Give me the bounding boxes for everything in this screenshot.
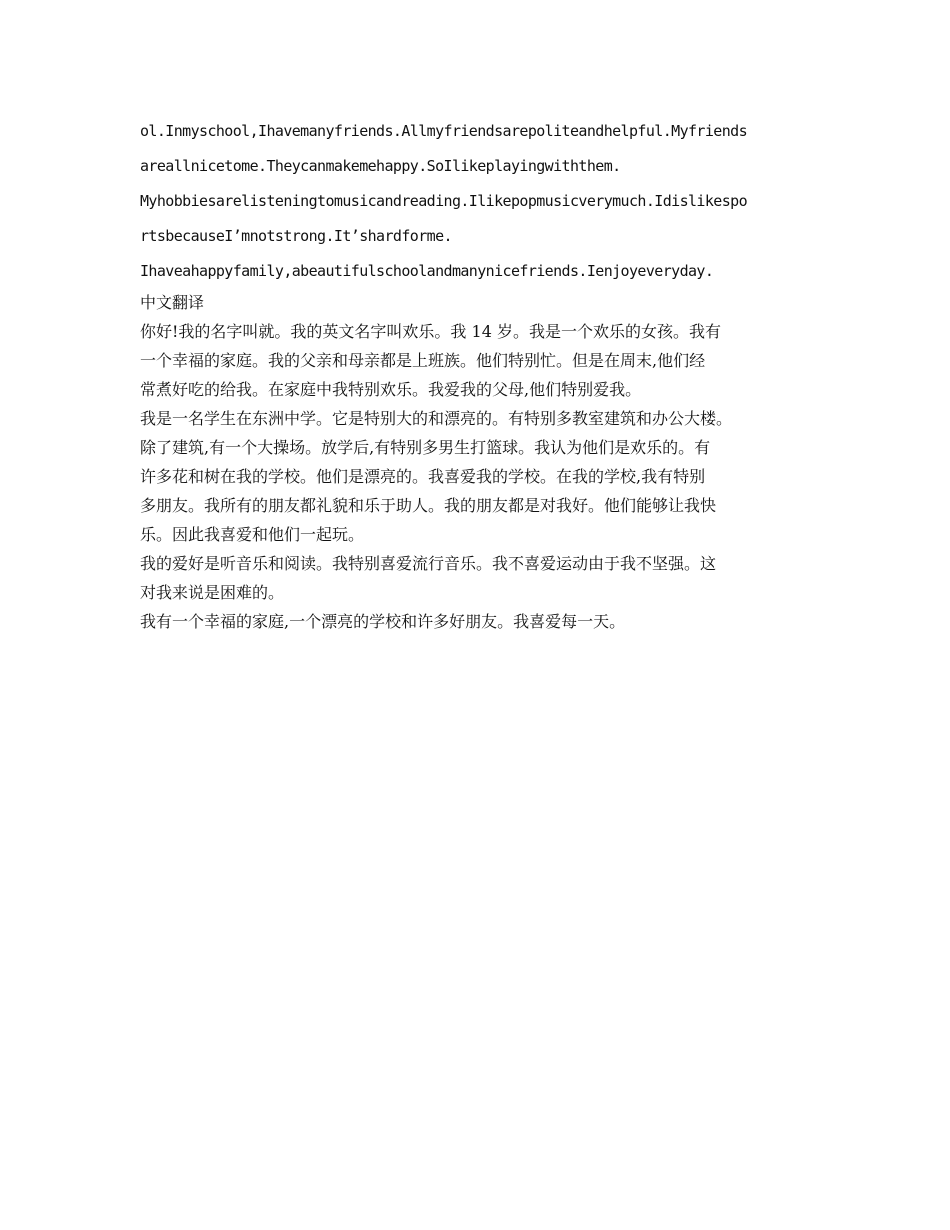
english-line: Myhobbiesarelisteningtomusicandreading.Ilikepopmusicverymuch.Idislikespo	[140, 192, 748, 210]
chinese-line: 许多花和树在我的学校。他们是漂亮的。我喜爱我的学校。在我的学校,我有特别	[140, 467, 706, 486]
english-line: ol.Inmyschool,Ihavemanyfriends.Allmyfriendsarepoliteandhelpful.Myfriends	[140, 122, 748, 140]
chinese-line: 一个幸福的家庭。我的父亲和母亲都是上班族。他们特别忙。但是在周末,他们经	[140, 351, 706, 370]
chinese-line: 除了建筑,有一个大操场。放学后,有特别多男生打篮球。我认为他们是欢乐的。有	[140, 438, 711, 457]
chinese-paragraph	[140, 317, 820, 404]
chinese-line: 我是一名学生在东洲中学。它是特别大的和漂亮的。有特别多教室建筑和办公大楼。	[140, 409, 733, 428]
chinese-line: 对我来说是困难的。	[140, 583, 285, 602]
chinese-translation-block	[140, 317, 820, 636]
english-line: areallnicetome.Theycanmakemehappy.SoIlikeplayingwiththem.	[140, 157, 621, 175]
chinese-paragraph	[140, 404, 820, 549]
chinese-line: 多朋友。我所有的朋友都礼貌和乐于助人。我的朋友都是对我好。他们能够让我快	[140, 496, 717, 515]
chinese-paragraph	[140, 607, 820, 636]
chinese-line: 常煮好吃的给我。在家庭中我特别欢乐。我爱我的父母,他们特别爱我。	[140, 380, 642, 399]
english-line: Ihaveahappyfamily,abeautifulschoolandmanynicefriends.Ienjoyeveryday.	[140, 262, 714, 280]
english-text-block	[140, 117, 820, 292]
chinese-line: 我有一个幸福的家庭,一个漂亮的学校和许多好朋友。我喜爱每一天。	[140, 612, 626, 631]
chinese-line: 你好!我的名字叫就。我的英文名字叫欢乐。我 14 岁。我是一个欢乐的女孩。我有	[140, 322, 721, 341]
chinese-line: 乐。因此我喜爱和他们一起玩。	[140, 525, 365, 544]
english-line: rtsbecauseI’mnotstrong.It’shardforme.	[140, 227, 452, 245]
translation-heading: 中文翻译	[140, 293, 205, 312]
chinese-paragraph	[140, 549, 820, 607]
chinese-line: 我的爱好是听音乐和阅读。我特别喜爱流行音乐。我不喜爱运动由于我不坚强。这	[140, 554, 717, 573]
document-page	[140, 117, 820, 636]
